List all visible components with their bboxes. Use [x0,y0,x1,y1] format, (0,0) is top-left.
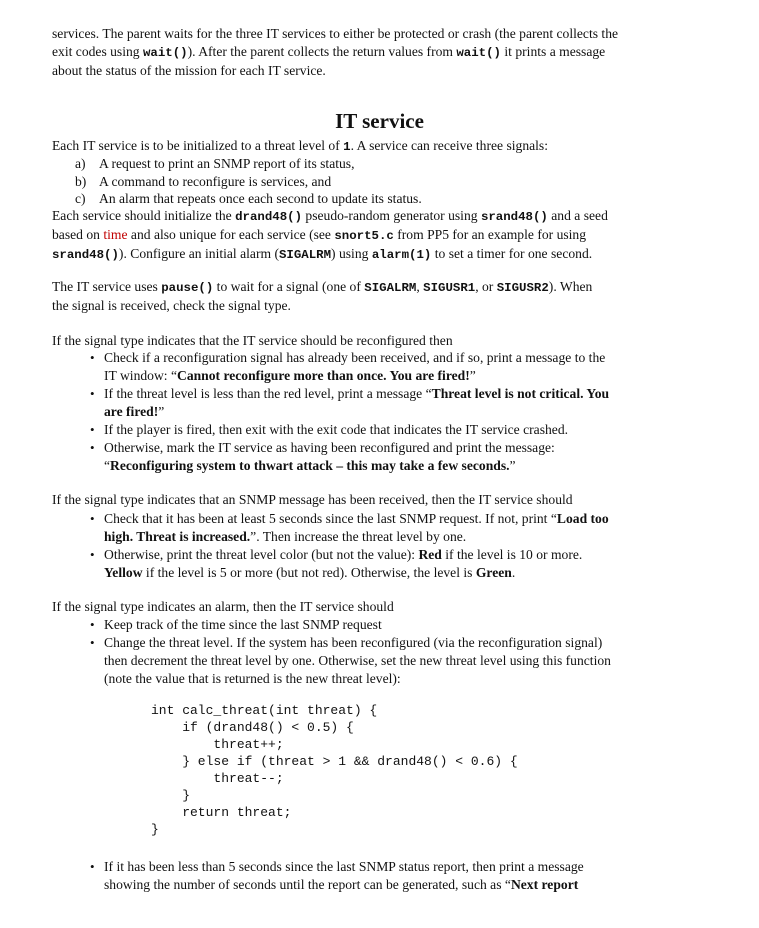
bullet-icon: • [90,350,95,365]
list-item: • If the threat level is less than the red level, print a message “Threat level is not critical. You are fired!” [90,386,610,419]
init-paragraph: Each IT service is to be initialized to a threat level of 1. A service can receive three signals: [52,138,548,154]
bullet-icon: • [90,422,95,437]
list-item: • Keep track of the time since the last SNMP request [90,617,382,632]
bullet-icon: • [90,617,95,632]
code-block-calc-threat: int calc_threat(int threat) { if (drand48() < 0.5) { threat++; } else if (threat > 1 && drand48() < 0.6) { threat--; } return threat; } [151,703,518,837]
list-item: • Otherwise, print the threat level color (but not the value): Red if the level is 10 or more. Yellow if the level is 5 or more (but not red). Otherwise, the level is Green. [90,547,583,580]
intro-line-1: services. The parent waits for the three IT services to either be protected or crash (the parent collects the [52,26,619,41]
code-wait: wait() [456,46,501,60]
alarm-lead: If the signal type indicates an alarm, then the IT service should [52,599,394,614]
list-item: • Check if a reconfiguration signal has already been received, and if so, print a message to the IT window: “Cannot reconfigure more than once. You are fired!” [90,350,606,383]
reconfigure-lead: If the signal type indicates that the IT service should be reconfigured then [52,333,453,348]
bullet-icon: • [90,386,95,401]
snmp-lead: If the signal type indicates that an SNMP message has been received, then the IT service should [52,492,573,507]
list-item: • If it has been less than 5 seconds since the last SNMP status report, then print a message showing the number of seconds until the report can be generated, such as “Next report [90,859,584,892]
intro-paragraph: services. The parent waits for the three IT services to either be protected or crash (the parent collects the exit codes using wait()). After the parent collects the return values from wait() it prints a message about the status of the mission for each IT service. [52,26,619,78]
section-title: IT service [335,109,424,133]
pause-paragraph: The IT service uses pause() to wait for a signal (one of SIGALRM, SIGUSR1, or SIGUSR2). When the signal is received, check the signal type. [52,279,593,313]
list-item: • If the player is fired, then exit with the exit code that indicates the IT service crashed. [90,422,569,437]
bullet-icon: • [90,440,95,455]
seed-paragraph: Each service should initialize the drand48() pseudo-random generator using srand48() and a seed based on time and also unique for each service (see snort5.c from PP5 for an example for using srand48()). Configure an initial alarm (SIGALRM) using alarm(1) to set a timer for one second. [52,208,608,262]
bullet-icon: • [90,511,95,526]
bullet-icon: • [90,859,95,874]
bullet-icon: • [90,547,95,562]
code-wait: wait() [143,46,188,60]
time-link[interactable]: time [103,227,128,242]
bullet-icon: • [90,635,95,650]
list-item: • Otherwise, mark the IT service as having been reconfigured and print the message: “Reconfiguring system to thwart attack – this may take a few seconds.” [90,440,555,473]
document-page: services. The parent waits for the three IT services to either be protected or crash (the parent collects the exit codes using wait()). After the parent collects the return values from wait() it prints a message about the status of the mission for each IT service. IT service Each IT service is to be initialized to a threat level of 1. A service can receive three signals: a) A request to print an SNMP report of its status, b) A command to reconfigure is services, and c) An alarm that repeats once each second to update its status. Each service should initialize the drand48() pseudo-random generator using srand48() and a seed based on time and also unique for each service (see snort5.c from PP5 for an example for using srand48()). Configure an initial alarm (SIGALRM) using alarm(1) to set a timer for one second. The IT service uses pause() to wait for a signal (one of SIGALRM, SIGUSR1, or SIGUSR2). When the signal is received, check the signal type. If the signal type indicates that the IT service should be reconfigured then • Check if a reconfiguration signal has already been received, and if so, print a message to the IT window: “Cannot reconfigure more than once. You are fired!” • If the threat level is less than the red level, print a message “Threat level is not critical. You are fired!” • If the player is fired, then exit with the exit code that indicates the IT service crashed. • Otherwise, mark the IT service as having been reconfigured and print the message: “Reconfiguring system to thwart attack – this may take a few seconds.” If the signal type indicates that an SNMP message has been received, then the IT service should • Check that it has been at least 5 seconds since the last SNMP request. If not, print “Load too high. Threat is increased.”. Then increase the threat level by one. • Otherwise, print the threat level color (but not the value): Red if the level is 10 or more. Yellow if the level is 5 or more (but not red). Otherwise, the level is Green. If the signal type indicates an alarm, then the IT service should • Keep track of the time since the last SNMP request • Change the threat level. If the system has been reconfigured (via the reconfiguration signal) then decrement the threat level by one. Otherwise, set the new threat level using this function (note the value that is returned is the new threat level): int calc_threat(int threat) { if (drand48() < 0.5) { threat++; } else if (threat > 1 && drand48() < 0.6) { threat--; } return threat; } • If it has been less than 5 seconds since the last SNMP status report, then print a message showing the number of seconds until the report can be generated, such as “Next report [0,0,759,928]
list-item: • Change the threat level. If the system has been reconfigured (via the reconfiguration signal) then decrement the threat level by one. Otherwise, set the new threat level using this function (note the value that is returned is the new threat level): [90,635,611,686]
list-item: • Check that it has been at least 5 seconds since the last SNMP request. If not, print “Load too high. Threat is increased.”. Then increase the threat level by one. [90,511,609,544]
